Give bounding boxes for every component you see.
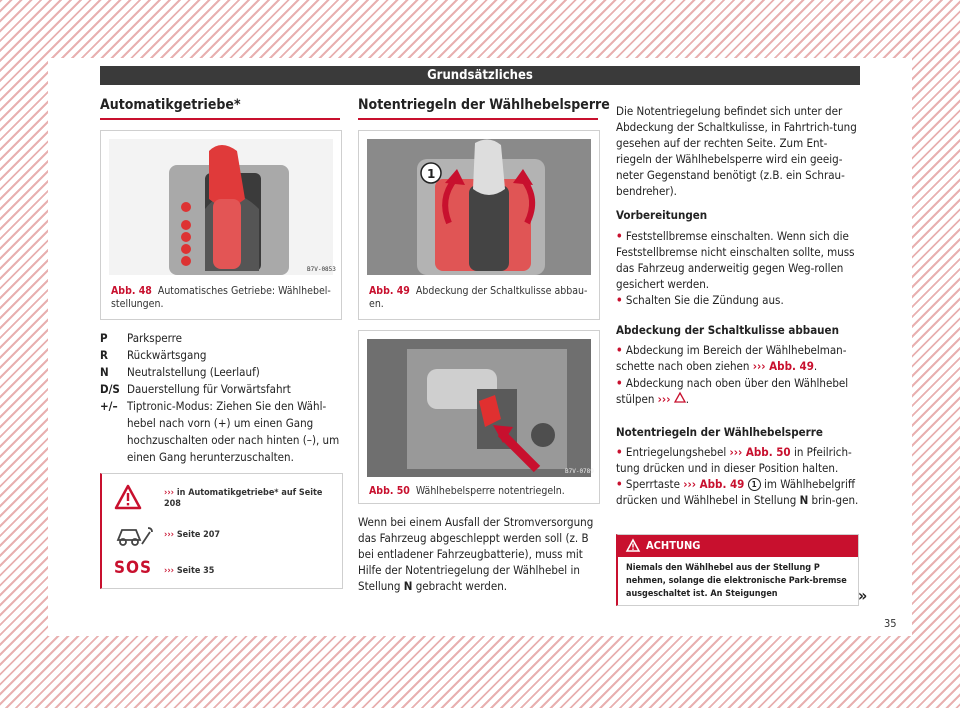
list-item: +/– Tiptronic-Modus: Ziehen Sie den Wähl-hebel nach vorn (+) um einen Gang hochzuschalten oder nach hinten (–), um einen Gang herunterzuschalten. — [100, 399, 340, 464]
reference-row-warning[interactable] — [102, 484, 342, 512]
figure-50-link[interactable]: ››› Abb. 50 — [729, 445, 791, 459]
gear-selector-illustration — [109, 139, 336, 275]
section-title-notentriegeln: Notentriegeln der Wählhebelsperre — [358, 97, 610, 113]
list-item: P Parksperre — [100, 331, 183, 345]
reference-row-service[interactable] — [102, 522, 342, 550]
bullet-item: • Sperrtaste ››› Abb. 49 1 im Wählhebelgriff drücken und Wählhebel in Stellung N brin-gen. — [616, 477, 859, 507]
section-rule — [100, 118, 340, 120]
svg-text:B7V-0789: B7V-0789 — [565, 468, 594, 475]
continued-mark: » — [858, 586, 868, 605]
section-title-automatikgetriebe: Automatikgetriebe* — [100, 97, 241, 113]
warning-box — [616, 534, 859, 606]
reference-text: ››› in Automatikgetriebe* auf Seite 208 — [164, 488, 323, 509]
figure-49-link[interactable]: ››› Abb. 49 — [752, 359, 814, 373]
cover-removal-illustration — [367, 139, 591, 275]
figure-50 — [358, 330, 600, 504]
figure-49-link[interactable]: ››› Abb. 49 — [683, 477, 745, 491]
section-rule — [358, 118, 598, 120]
heading-notentriegeln: Notentriegeln der Wählhebelsperre — [616, 425, 823, 439]
callout-number: 1 — [748, 478, 761, 491]
reference-row-sos[interactable] — [102, 558, 342, 586]
bullet-item: • Entriegelungshebel ››› Abb. 50 in Pfeilrich-tung drücken und in dieser Position halten. — [616, 445, 852, 475]
figure-48-caption: Abb. 48 Automatisches Getriebe: Wählhebel-stellungen. — [111, 285, 331, 310]
bullet-item: • Abdeckung im Bereich der Wählhebelman-schette nach oben ziehen ››› Abb. 49. — [616, 343, 847, 373]
gear-selector-svg — [109, 139, 336, 275]
figure-48 — [100, 130, 342, 320]
bullet-item: • Feststellbremse einschalten. Wenn sich die Feststellbremse nicht einschalten sollte, muss das Fahrzeug anderweitig gegen Weg-rollen gesichert werden. — [616, 229, 855, 291]
warning-triangle-icon — [114, 484, 154, 512]
car-wrench-icon — [114, 522, 154, 550]
warning-triangle-icon — [626, 539, 640, 552]
figure-49 — [358, 130, 600, 320]
intro-paragraph: Die Notentriegelung befindet sich unter der Abdeckung der Schaltkulisse, in Fahrtrich-tung gesehen auf der rechten Seite. Zum Ent-riegeln der Wählhebelsperre wird ein geeig-neter Gegenstand benötigt (z.B. ein Schrau-bendreher). — [616, 104, 857, 198]
reference-box — [100, 473, 343, 589]
heading-vorbereitungen: Vorbereitungen — [616, 208, 708, 222]
figure-49-caption: Abb. 49 Abdeckung der Schaltkulisse abbau-en. — [369, 285, 588, 310]
svg-text:B7V-0853: B7V-0853 — [307, 266, 336, 273]
list-item: D/S Dauerstellung für Vorwärtsfahrt — [100, 382, 291, 396]
sos-icon: SOS — [114, 558, 153, 578]
page-number: 35 — [884, 617, 897, 630]
bullet-item: • Schalten Sie die Zündung aus. — [616, 293, 784, 307]
reference-text: ››› Seite 35 — [164, 566, 215, 576]
warning-triangle-icon — [674, 392, 686, 403]
reference-text: ››› Seite 207 — [164, 530, 221, 540]
lock-release-illustration — [367, 339, 594, 477]
chapter-header: Grundsätzliches — [100, 66, 860, 85]
heading-abdeckung: Abdeckung der Schaltkulisse abbauen — [616, 323, 839, 337]
warning-header: ACHTUNG — [618, 535, 858, 557]
towing-paragraph: Wenn bei einem Ausfall der Stromversorgung das Fahrzeug abgeschleppt werden soll (z. B bei entladener Fahrzeugbatterie), muss mit Hilfe der Notentriegelung der Wählhebel in Stellung N gebracht werden. — [358, 515, 594, 593]
bullet-item: • Abdeckung nach oben über den Wählhebel stülpen ››› . — [616, 376, 849, 406]
list-item: N Neutralstellung (Leerlauf) — [100, 365, 260, 379]
list-item: R Rückwärtsgang — [100, 348, 207, 362]
gear-position-list — [100, 330, 340, 466]
warning-text: Niemals den Wählhebel aus der Stellung P nehmen, solange die elektronische Park-bremse ausgeschaltet ist. An Steigungen — [626, 563, 847, 599]
svg-text:1: 1 — [427, 167, 436, 181]
figure-50-caption: Abb. 50 Wählhebelsperre notentriegeln. — [369, 485, 565, 497]
